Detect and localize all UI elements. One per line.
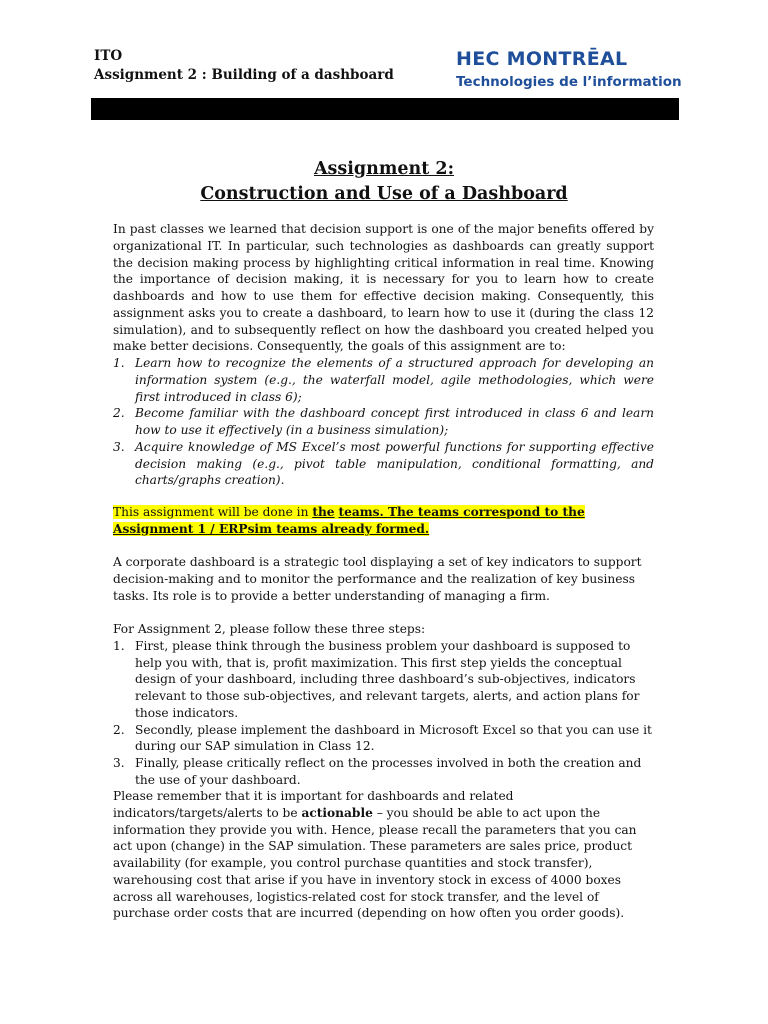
steps-intro: For Assignment 2, please follow these three steps: <box>113 622 426 636</box>
goals-list <box>113 355 654 489</box>
step-item: 2. Secondly, please implement the dashboard in Microsoft Excel so that you can use it during our SAP simulation in Class 12. <box>113 722 652 754</box>
step-item: 1. First, please think through the business problem your dashboard is supposed to help you with, that is, profit maximization. This first step yields the conceptual design of your dashboard, including three dashboard’s sub-objectives, indicators relevant to those sub-objectives, and relevant targets, alerts, and action plans for those indicators. <box>113 638 640 720</box>
hec-montreal-logo <box>456 48 682 93</box>
teams-note <box>113 504 654 538</box>
closing-section <box>113 788 654 922</box>
teams-note-text: This assignment will be done in <box>113 505 313 519</box>
assignment-subtitle: Assignment 2 : Building of a dashboard <box>94 67 394 83</box>
dashboard-definition-paragraph: A corporate dashboard is a strategic tool displaying a set of key indicators to support decision-making and to monitor the performance and the realization of key business tasks. Its role is to provide a better understanding of managing a firm. <box>113 555 642 603</box>
goal-item: 2. Become familiar with the dashboard concept first introduced in class 6 and learn how to use it effectively (in a business simulation); <box>113 406 654 437</box>
closing-paragraph: Please remember that it is important for dashboards and related indicators/targets/alerts to be actionable – you should be able to act upon the information they provide you with. Hence, please recall the parameters that you can act upon (change) in the SAP simulation. These parameters are sales price, product availability (for example, you control purchase quantities and stock transfer), warehousing cost that arise if you have in inventory stock in excess of 4000 boxes across all warehouses, logistics-related cost for stock transfer, and the level of purchase order costs that are incurred (depending on how often you order goods). <box>113 789 637 921</box>
intro-section <box>113 221 654 489</box>
step-item: 3. Finally, please critically reflect on the processes involved in both the creation and the use of your dashboard. <box>113 756 642 787</box>
header-divider-bar <box>91 98 679 120</box>
course-code: ITO <box>94 48 123 64</box>
title-line-2: Construction and Use of a Dashboard <box>200 184 568 204</box>
page-title <box>0 157 768 207</box>
dashboard-definition <box>113 554 654 604</box>
teams-note-emphasis: teams. The teams correspond to the Assignment 1 / ERPsim teams already formed. <box>113 505 585 536</box>
title-line-1: Assignment 2: <box>313 159 455 179</box>
logo-brand: HEC MONTRĒAL <box>456 48 628 70</box>
actionable-emphasis: actionable <box>301 805 373 820</box>
goal-item: 3. Acquire knowledge of MS Excel’s most powerful functions for supporting effective decision making (e.g., pivot table manipulation, conditional formatting, and charts/graphs creation). <box>113 439 654 488</box>
intro-paragraph: In past classes we learned that decision support is one of the major benefits offered by organizational IT. In particular, such technologies as dashboards can greatly support the decision making process by highlighting critical information in real time. Knowing the importance of decision making, it is necessary for you to learn how to create dashboards and how to use them for effective decision making. Consequently, this assignment asks you to create a dashboard, to learn how to use it (during the class 12 simulation), and to subsequently reflect on how the dashboard you created helped you make better decisions. Consequently, the goals of this assignment are to: <box>113 222 654 354</box>
steps-list <box>113 638 654 789</box>
teams-note-the: the <box>312 505 335 519</box>
header-left <box>94 47 394 85</box>
goal-item: 1. Learn how to recognize the elements of a structured approach for developing an information system (e.g., the waterfall model, agile methodologies, which were first introduced in class 6); <box>113 356 654 404</box>
steps-section <box>113 621 654 789</box>
logo-tagline: Technologies de l’information <box>456 74 682 90</box>
